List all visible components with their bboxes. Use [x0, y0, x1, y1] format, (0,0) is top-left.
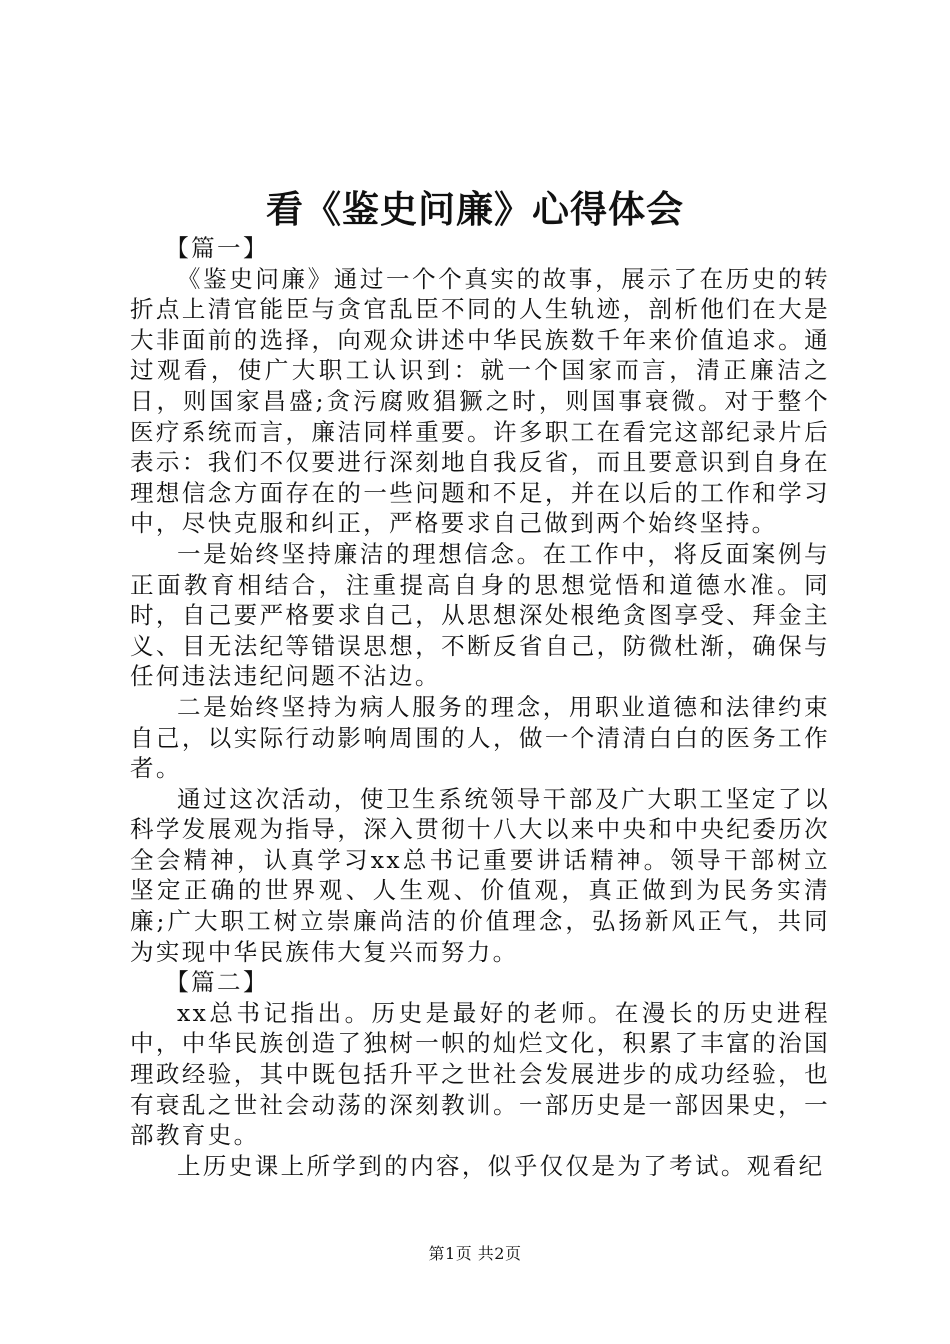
paragraph: xx总书记指出。历史是最好的老师。在漫长的历史进程中，中华民族创造了独树一帜的灿烂文化，积累了丰富的治国理政经验，其中既包括升平之世社会发展进步的成功经验，也有衰乱之世社会动荡的深刻教训。一部历史是一部因果史，一部教育史。 — [130, 998, 830, 1150]
paragraph: 一是始终坚持廉洁的理想信念。在工作中，将反面案例与正面教育相结合，注重提高自身的思想觉悟和道德水准。同时，自己要严格要求自己，从思想深处根绝贪图享受、拜金主义、目无法纪等错误思想，不断反省自己，防微杜渐，确保与任何违法违纪问题不沾边。 — [130, 539, 830, 691]
document-title: 看《鉴史问廉》心得体会 — [266, 187, 684, 231]
paragraph: 通过这次活动，使卫生系统领导干部及广大职工坚定了以科学发展观为指导，深入贯彻十八大以来中央和中央纪委历次全会精神，认真学习xx总书记重要讲话精神。领导干部树立坚定正确的世界观、人生观、价值观，真正做到为民务实清廉;广大职工树立崇廉尚洁的价值理念，弘扬新风正气，共同为实现中华民族伟大复兴而努力。 — [130, 784, 830, 966]
paragraph: 上历史课上所学到的内容，似乎仅仅是为了考试。观看纪 — [177, 1151, 825, 1180]
section-heading-2: 【篇二】 — [165, 968, 269, 997]
page-footer: 第1页 共2页 — [428, 1244, 522, 1263]
document-body — [130, 233, 830, 1181]
paragraph: 《鉴史问廉》通过一个个真实的故事，展示了在历史的转折点上清官能臣与贪官乱臣不同的人生轨迹，剖析他们在大是大非面前的选择，向观众讲述中华民族数千年来价值追求。通过观看，使广大职工认识到：就一个国家而言，清正廉洁之日，则国家昌盛;贪污腐败猖獗之时，则国事衰微。对于整个医疗系统而言，廉洁同样重要。许多职工在看完这部纪录片后表示：我们不仅要进行深刻地自我反省，而且要意识到自身在理想信念方面存在的一些问题和不足，并在以后的工作和学习中，尽快克服和纠正，严格要求自己做到两个始终坚持。 — [130, 264, 830, 538]
paragraph: 二是始终坚持为病人服务的理念，用职业道德和法律约束自己，以实际行动影响周围的人，做一个清清白白的医务工作者。 — [130, 692, 830, 783]
section-heading-1: 【篇一】 — [165, 234, 269, 262]
